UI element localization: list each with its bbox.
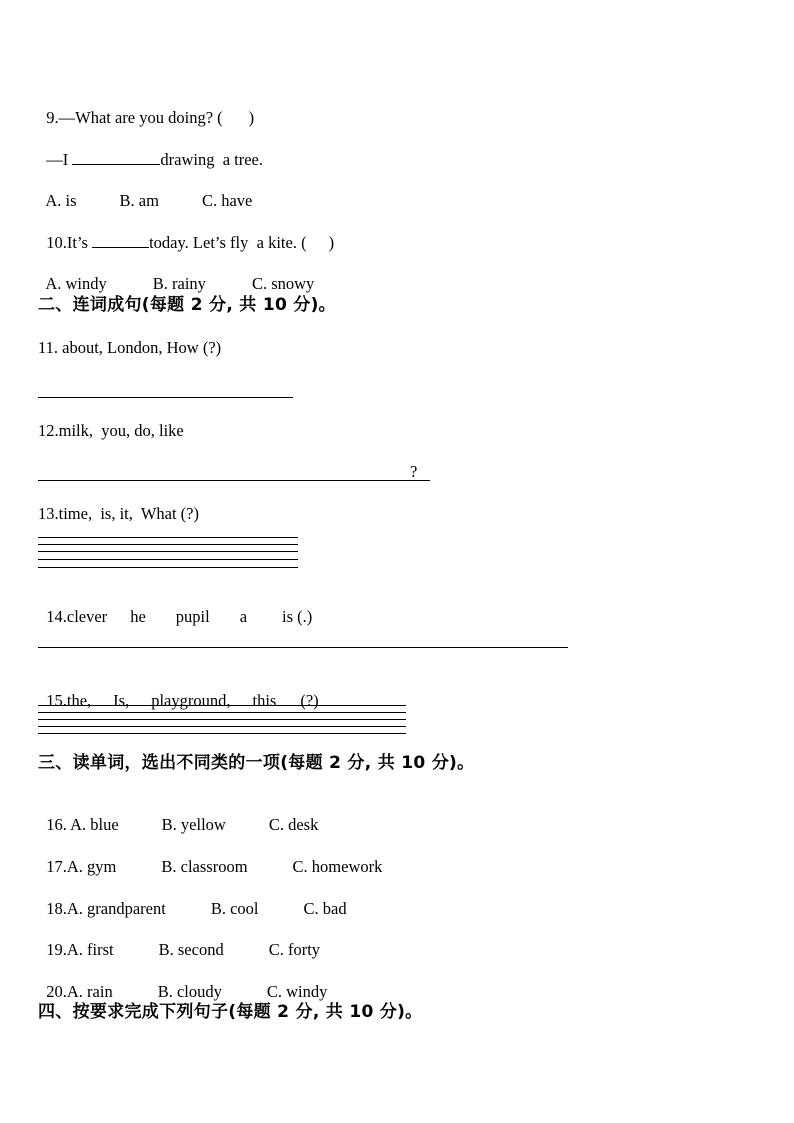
question-9-dash-i: —I <box>46 150 73 169</box>
question-13-answer-line-2[interactable] <box>38 544 298 545</box>
option-b: B. yellow <box>161 815 226 834</box>
option-c: C. desk <box>268 815 319 834</box>
word-3: pupil <box>175 607 210 626</box>
question-15-answer-line-3[interactable] <box>38 719 406 720</box>
question-18 <box>38 879 347 919</box>
option-a: A. is <box>45 191 77 210</box>
question-10-stem-rest: today. Let’s fly a kite. ( <box>149 233 307 252</box>
option-c: C. windy <box>266 982 328 1001</box>
question-12-question-mark: ? <box>410 462 418 481</box>
question-9-options <box>38 171 252 211</box>
question-9-stem-text: 9.—What are you doing? ( <box>46 108 223 127</box>
word-4: a <box>239 607 248 626</box>
question-15-answer-line-4[interactable] <box>38 726 406 727</box>
question-13-answer-line-5[interactable] <box>38 567 298 568</box>
question-13-answer-line-1[interactable] <box>38 537 298 538</box>
question-10-options <box>38 254 314 294</box>
question-9-stem <box>38 88 254 128</box>
word-2: Is, <box>113 691 130 710</box>
question-15-answer-line-5[interactable] <box>38 733 406 734</box>
section-2-heading: 二、连词成句(每题 2 分, 共 10 分)。 <box>38 295 336 315</box>
word-5: is (.) <box>282 607 313 626</box>
option-a: 17.A. gym <box>46 857 117 876</box>
word-1: 14.clever <box>46 607 108 626</box>
question-17 <box>38 837 382 877</box>
question-10-stem <box>38 213 334 253</box>
question-10-stem-start: 10.It’s <box>46 233 93 252</box>
option-c: C. have <box>201 191 253 210</box>
question-12-answer-line[interactable] <box>38 480 430 481</box>
word-3: playground, <box>151 691 231 710</box>
option-b: B. rainy <box>152 274 206 293</box>
option-a: A. windy <box>45 274 107 293</box>
question-11-prompt: 11. about, London, How (?) <box>38 338 222 357</box>
option-a: 20.A. rain <box>46 982 113 1001</box>
question-9-blank[interactable] <box>72 150 160 165</box>
question-10-blank[interactable] <box>92 233 149 248</box>
option-a: 18.A. grandparent <box>46 899 166 918</box>
question-16 <box>38 795 318 835</box>
question-20 <box>38 962 327 1002</box>
option-a: 19.A. first <box>46 940 114 959</box>
question-13-answer-line-3[interactable] <box>38 551 298 552</box>
question-15-answer-line-1[interactable] <box>38 705 406 706</box>
question-14-prompt <box>38 587 312 627</box>
question-9-rest: drawing a tree. <box>160 150 263 169</box>
word-2: he <box>130 607 146 626</box>
option-c: C. bad <box>303 899 347 918</box>
question-15-answer-line-2[interactable] <box>38 712 406 713</box>
question-9-answer-line <box>38 130 263 170</box>
option-a: 16. A. blue <box>46 815 119 834</box>
question-12-prompt: 12.milk, you, do, like <box>38 421 184 440</box>
option-b: B. classroom <box>161 857 248 876</box>
word-5: (?) <box>300 691 319 710</box>
word-1: 15.the, <box>46 691 92 710</box>
question-9-stem-close: ) <box>248 108 255 127</box>
word-4: this <box>252 691 277 710</box>
question-11-answer-line[interactable] <box>38 397 293 398</box>
section-4-heading: 四、按要求完成下列句子(每题 2 分, 共 10 分)。 <box>38 1002 423 1022</box>
option-b: B. am <box>119 191 159 210</box>
question-14-answer-line[interactable] <box>38 647 568 648</box>
question-13-answer-line-4[interactable] <box>38 559 298 560</box>
section-3-heading: 三、读单词，选出不同类的一项(每题 2 分, 共 10 分)。 <box>38 753 475 773</box>
option-c: C. snowy <box>251 274 315 293</box>
option-b: B. second <box>158 940 224 959</box>
option-b: B. cloudy <box>157 982 222 1001</box>
option-c: C. homework <box>292 857 383 876</box>
question-10-stem-close: ) <box>328 233 335 252</box>
option-b: B. cool <box>210 899 259 918</box>
question-13-prompt: 13.time, is, it, What (?) <box>38 504 199 523</box>
question-19 <box>38 920 320 960</box>
option-c: C. forty <box>268 940 321 959</box>
